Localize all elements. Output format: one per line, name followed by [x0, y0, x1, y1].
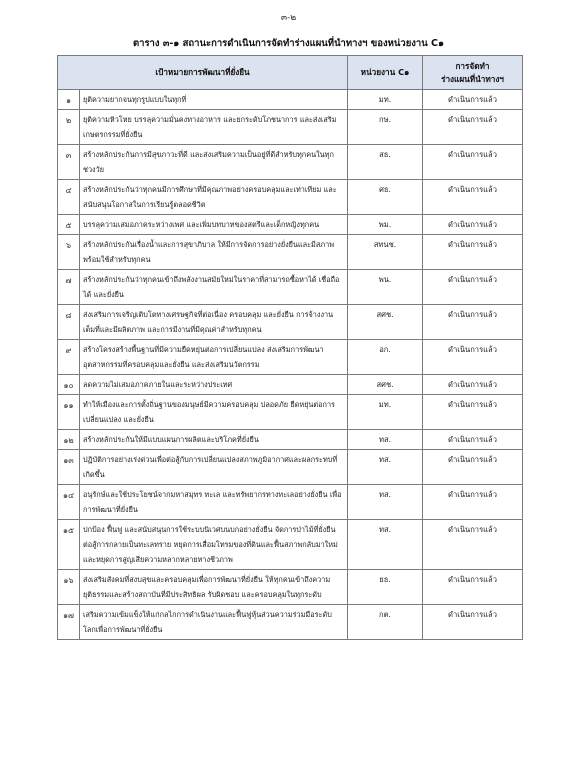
- header-goal: เป้าหมายการพัฒนาที่ยั่งยืน: [58, 56, 348, 90]
- row-agency: พน.: [348, 270, 423, 305]
- table-row: [58, 395, 523, 430]
- row-status: ดำเนินการแล้ว: [423, 145, 523, 180]
- row-status: ดำเนินการแล้ว: [423, 570, 523, 605]
- table-row: [58, 450, 523, 485]
- row-status: ดำเนินการแล้ว: [423, 430, 523, 450]
- row-agency: สศช.: [348, 375, 423, 395]
- row-number: ๑๕: [58, 520, 80, 570]
- row-status: ดำเนินการแล้ว: [423, 215, 523, 235]
- row-number: ๓: [58, 145, 80, 180]
- row-agency: ยธ.: [348, 570, 423, 605]
- row-goal: ส่งเสริมการเจริญเติบโตทางเศรษฐกิจที่ต่อเนื่อง ครอบคลุม และยั่งยืน การจ้างงานเต็มที่และมีผลิตภาพ และการมีงานที่มีคุณค่าสำหรับทุกคน: [80, 305, 348, 340]
- table-row: [58, 340, 523, 375]
- row-number: ๑๒: [58, 430, 80, 450]
- row-agency: สธ.: [348, 145, 423, 180]
- row-status: ดำเนินการแล้ว: [423, 180, 523, 215]
- row-number: ๑๐: [58, 375, 80, 395]
- row-status: ดำเนินการแล้ว: [423, 90, 523, 110]
- row-agency: มท.: [348, 395, 423, 430]
- row-status: ดำเนินการแล้ว: [423, 110, 523, 145]
- table-row: [58, 235, 523, 270]
- row-agency: ทส.: [348, 485, 423, 520]
- row-goal: สร้างหลักประกันว่าทุกคนมีการศึกษาที่มีคุณภาพอย่างครอบคลุมและเท่าเทียม และสนับสนุนโอกาสในการเรียนรู้ตลอดชีวิต: [80, 180, 348, 215]
- row-status: ดำเนินการแล้ว: [423, 270, 523, 305]
- row-goal: สร้างหลักประกันเรื่องน้ำและการสุขาภิบาล ให้มีการจัดการอย่างยั่งยืนและมีสภาพพร้อมใช้สำหรับทุกคน: [80, 235, 348, 270]
- row-goal: สร้างหลักประกันให้มีแบบแผนการผลิตและบริโภคที่ยั่งยืน: [80, 430, 348, 450]
- row-status: ดำเนินการแล้ว: [423, 305, 523, 340]
- row-number: ๕: [58, 215, 80, 235]
- row-status: ดำเนินการแล้ว: [423, 450, 523, 485]
- table-row: [58, 430, 523, 450]
- table-row: [58, 375, 523, 395]
- row-goal: สร้างหลักประกันว่าทุกคนเข้าถึงพลังงานสมัยใหม่ในราคาที่สามารถซื้อหาได้ เชื่อถือได้ และยั่งยืน: [80, 270, 348, 305]
- table-row: [58, 90, 523, 110]
- row-status: ดำเนินการแล้ว: [423, 520, 523, 570]
- row-number: ๔: [58, 180, 80, 215]
- row-agency: ทส.: [348, 430, 423, 450]
- row-goal: ปกป้อง ฟื้นฟู และสนับสนุนการใช้ระบบนิเวศบนบกอย่างยั่งยืน จัดการป่าไม้ที่ยั่งยืน ต่อสู้การกลายเป็นทะเลทราย หยุดการเสื่อมโทรมของที่ดินและฟื้นสภาพกลับมาใหม่ และหยุดการสูญเสียความหลากหลายทางชีวภาพ: [80, 520, 348, 570]
- row-goal: ยุติความยากจนทุกรูปแบบในทุกที่: [80, 90, 348, 110]
- table-title: ตาราง ๓-๑ สถานะการดำเนินการจัดทำร่างแผนที่นำทางฯ ของหน่วยงาน C๑: [132, 38, 445, 49]
- row-goal: บรรลุความเสมอภาคระหว่างเพศ และเพิ่มบทบาทของสตรีและเด็กหญิงทุกคน: [80, 215, 348, 235]
- row-status: ดำเนินการแล้ว: [423, 395, 523, 430]
- row-goal: ลดความไม่เสมอภาคภายในและระหว่างประเทศ: [80, 375, 348, 395]
- row-agency: พม.: [348, 215, 423, 235]
- page-number: ๓-๒: [280, 13, 297, 23]
- row-goal: สร้างหลักประกันการมีสุขภาวะที่ดี และส่งเสริมความเป็นอยู่ที่ดีสำหรับทุกคนในทุกช่วงวัย: [80, 145, 348, 180]
- header-agency: หน่วยงาน C๑: [348, 56, 423, 90]
- row-number: ๑๓: [58, 450, 80, 485]
- row-goal: เสริมความเข้มแข็งให้แก่กลไกการดำเนินงานและฟื้นฟูหุ้นส่วนความร่วมมือระดับโลกเพื่อการพัฒนาที่ยั่งยืน: [80, 605, 348, 640]
- table-header-row: [58, 56, 523, 90]
- row-status: ดำเนินการแล้ว: [423, 340, 523, 375]
- row-goal: อนุรักษ์และใช้ประโยชน์จากมหาสมุทร ทะเล และทรัพยากรทางทะเลอย่างยั่งยืน เพื่อการพัฒนาที่ยั่งยืน: [80, 485, 348, 520]
- row-agency: มท.: [348, 90, 423, 110]
- row-number: ๘: [58, 305, 80, 340]
- row-number: ๑๖: [58, 570, 80, 605]
- row-status: ดำเนินการแล้ว: [423, 485, 523, 520]
- row-number: ๑๑: [58, 395, 80, 430]
- row-status: ดำเนินการแล้ว: [423, 235, 523, 270]
- table-row: [58, 145, 523, 180]
- row-goal: ทำให้เมืองและการตั้งถิ่นฐานของมนุษย์มีความครอบคลุม ปลอดภัย ยืดหยุ่นต่อการเปลี่ยนแปลง และยั่งยืน: [80, 395, 348, 430]
- status-table: [57, 55, 523, 640]
- row-agency: สทนช.: [348, 235, 423, 270]
- row-number: ๙: [58, 340, 80, 375]
- row-goal: สร้างโครงสร้างพื้นฐานที่มีความยืดหยุ่นต่อการเปลี่ยนแปลง ส่งเสริมการพัฒนาอุตสาหกรรมที่ครอบคลุมและยั่งยืน และส่งเสริมนวัตกรรม: [80, 340, 348, 375]
- row-number: ๑๔: [58, 485, 80, 520]
- row-number: ๗: [58, 270, 80, 305]
- row-number: ๑๗: [58, 605, 80, 640]
- row-number: ๑: [58, 90, 80, 110]
- row-goal: ปฏิบัติการอย่างเร่งด่วนเพื่อต่อสู้กับการเปลี่ยนแปลงสภาพภูมิอากาศและผลกระทบที่เกิดขึ้น: [80, 450, 348, 485]
- table-row: [58, 570, 523, 605]
- row-status: ดำเนินการแล้ว: [423, 375, 523, 395]
- table-row: [58, 270, 523, 305]
- table-row: [58, 305, 523, 340]
- row-agency: สศช.: [348, 305, 423, 340]
- row-goal: ยุติความหิวโหย บรรลุความมั่นคงทางอาหาร และยกระดับโภชนาการ และส่งเสริมเกษตรกรรมที่ยั่งยืน: [80, 110, 348, 145]
- row-agency: ทส.: [348, 520, 423, 570]
- row-number: ๒: [58, 110, 80, 145]
- row-agency: ศธ.: [348, 180, 423, 215]
- row-agency: อก.: [348, 340, 423, 375]
- table-row: [58, 485, 523, 520]
- row-goal: ส่งเสริมสังคมที่สงบสุขและครอบคลุมเพื่อการพัฒนาที่ยั่งยืน ให้ทุกคนเข้าถึงความยุติธรรมและสร้างสถาบันที่มีประสิทธิผล รับผิดชอบ และครอบคลุมในทุกระดับ: [80, 570, 348, 605]
- row-agency: ทส.: [348, 450, 423, 485]
- row-agency: กต.: [348, 605, 423, 640]
- header-status: การจัดทำ ร่างแผนที่นำทางฯ: [423, 56, 523, 90]
- row-status: ดำเนินการแล้ว: [423, 605, 523, 640]
- table-row: [58, 520, 523, 570]
- row-agency: กษ.: [348, 110, 423, 145]
- table-row: [58, 605, 523, 640]
- table-row: [58, 180, 523, 215]
- row-number: ๖: [58, 235, 80, 270]
- table-row: [58, 215, 523, 235]
- table-row: [58, 110, 523, 145]
